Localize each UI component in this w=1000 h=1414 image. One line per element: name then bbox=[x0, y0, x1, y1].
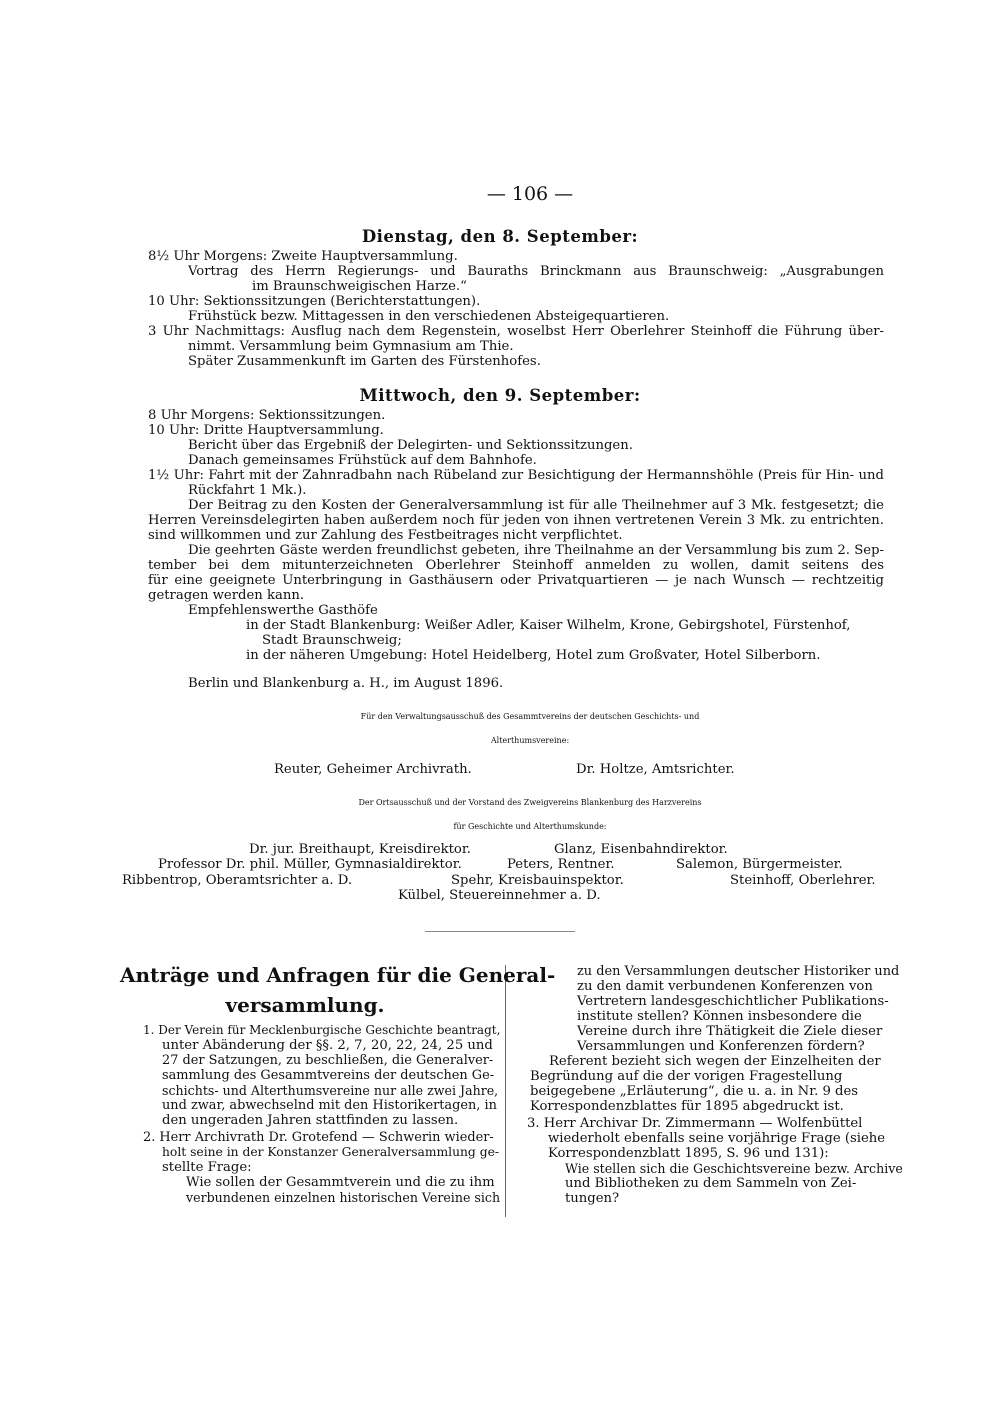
wednesday-line: tember bei dem mitunterzeichneten Oberlehrer Steinhoff anmelden zu wollen, damit seitens des bbox=[148, 558, 884, 573]
page-number: — 106 — bbox=[486, 183, 574, 205]
tuesday-line: Vortrag des Herrn Regierungs- und Bauraths Brinckmann aus Braunschweig: „Ausgrabungen bbox=[188, 264, 884, 279]
wednesday-line: in der Stadt Blankenburg: Weißer Adler, Kaiser Wilhelm, Krone, Gebirgshotel, Fürstenhof, bbox=[246, 618, 851, 633]
right-column-line: Versammlungen und Konferenzen fördern? bbox=[577, 1039, 865, 1054]
right-column-line: Vertretern landesgeschichtlicher Publikations- bbox=[577, 994, 889, 1009]
local-signature: Salemon, Bürgermeister. bbox=[676, 857, 843, 872]
wednesday-heading: Mittwoch, den 9. September: bbox=[359, 386, 641, 405]
committee-signature: Dr. Holtze, Amtsrichter. bbox=[576, 762, 735, 777]
section-heading: versammlung. bbox=[225, 993, 385, 1017]
wednesday-line: 10 Uhr: Dritte Hauptversammlung. bbox=[148, 423, 384, 438]
wednesday-line: Stadt Braunschweig; bbox=[262, 633, 402, 648]
right-column-line: 3. Herr Archivar Dr. Zimmermann — Wolfenbüttel bbox=[527, 1116, 863, 1131]
wednesday-line: für eine geeignete Unterbringung in Gasthäusern oder Privatquartieren — je nach Wunsch — rechtzeitig bbox=[148, 573, 884, 588]
local-signature: Glanz, Eisenbahndirektor. bbox=[554, 842, 728, 857]
right-column-line: tungen? bbox=[565, 1191, 620, 1206]
wednesday-line: 8 Uhr Morgens: Sektionssitzungen. bbox=[148, 408, 386, 423]
local-signature: Dr. jur. Breithaupt, Kreisdirektor. bbox=[249, 842, 471, 857]
wednesday-line: in der näheren Umgebung: Hotel Heidelberg, Hotel zum Großvater, Hotel Silberborn. bbox=[246, 648, 821, 663]
local-committee-line: für Geschichte und Alterthumskunde: bbox=[453, 822, 607, 831]
wednesday-line: Bericht über das Ergebniß der Delegirten- und Sektionssitzungen. bbox=[188, 438, 633, 453]
left-column-line: sammlung des Gesammtvereins der deutschen Ge- bbox=[162, 1068, 495, 1083]
committee-line: Alterthumsvereine: bbox=[490, 736, 570, 745]
right-column-line: beigegebene „Erläuterung“, die u. a. in Nr. 9 des bbox=[530, 1084, 859, 1099]
wednesday-line: Rückfahrt 1 Mk.). bbox=[188, 483, 307, 498]
section-heading: Anträge und Anfragen für die General- bbox=[120, 963, 556, 987]
tuesday-line: 3 Uhr Nachmittags: Ausflug nach dem Regenstein, woselbst Herr Oberlehrer Steinhoff die Führung über- bbox=[148, 324, 884, 339]
tuesday-line: 8½ Uhr Morgens: Zweite Hauptversammlung. bbox=[148, 249, 458, 264]
committee-signature: Reuter, Geheimer Archivrath. bbox=[274, 762, 472, 777]
right-column-line: zu den Versammlungen deutscher Historiker und bbox=[577, 964, 900, 979]
wednesday-line: Danach gemeinsames Frühstück auf dem Bahnhofe. bbox=[188, 453, 537, 468]
right-column-line: Korrespondenzblatt 1895, S. 96 und 131): bbox=[548, 1146, 829, 1161]
wednesday-line: Die geehrten Gäste werden freundlichst gebeten, ihre Theilnahme an der Versammlung bis zum 2. Sep- bbox=[188, 543, 884, 558]
local-signature: Spehr, Kreisbauinspektor. bbox=[451, 873, 624, 888]
wednesday-line: Empfehlenswerthe Gasthöfe bbox=[188, 603, 378, 618]
tuesday-heading: Dienstag, den 8. September: bbox=[361, 227, 639, 246]
wednesday-line: sind willkommen und zur Zahlung des Festbeitrages nicht verpflichtet. bbox=[148, 528, 623, 543]
wednesday-line: Herren Vereinsdelegirten haben außerdem noch für jeden von ihnen vertretenen Verein 3 Mk. zu entrichten. bbox=[148, 513, 884, 528]
right-column-line: Referent bezieht sich wegen der Einzelheiten der bbox=[549, 1054, 881, 1069]
tuesday-line: Später Zusammenkunft im Garten des Fürstenhofes. bbox=[188, 354, 541, 369]
right-column-line: Korrespondenzblattes für 1895 abgedruckt ist. bbox=[530, 1099, 844, 1114]
tuesday-line: nimmt. Versammlung beim Gymnasium am Thie. bbox=[188, 339, 514, 354]
left-column-line: 1. Der Verein für Mecklenburgische Geschichte beantragt, bbox=[143, 1023, 501, 1037]
left-column-line: schichts- und Alterthumsvereine nur alle zwei Jahre, bbox=[162, 1083, 499, 1098]
left-column-line: 27 der Satzungen, zu beschließen, die Generalver- bbox=[162, 1053, 494, 1068]
committee-line: Für den Verwaltungsausschuß des Gesammtvereins der deutschen Geschichts- und bbox=[360, 712, 700, 721]
wednesday-line: 1½ Uhr: Fahrt mit der Zahnradbahn nach Rübeland zur Besichtigung der Hermannshöhle (Preis für Hin- und bbox=[148, 468, 884, 483]
left-column-line: den ungeraden Jahren stattfinden zu lassen. bbox=[162, 1113, 459, 1128]
right-column-line: Begründung auf die der vorigen Fragestellung bbox=[530, 1069, 843, 1084]
local-signature: Steinhoff, Oberlehrer. bbox=[730, 873, 876, 888]
left-column-line: stellte Frage: bbox=[162, 1160, 252, 1175]
wednesday-line: Der Beitrag zu den Kosten der Generalversammlung ist für alle Theilnehmer auf 3 Mk. festgesetzt; die bbox=[188, 498, 884, 513]
right-column-line: und Bibliotheken zu dem Sammeln von Zei- bbox=[565, 1176, 857, 1191]
right-column-line: wiederholt ebenfalls seine vorjährige Frage (siehe bbox=[548, 1131, 886, 1146]
column-rule bbox=[505, 965, 506, 1217]
section-divider bbox=[425, 931, 575, 932]
local-committee-line: Der Ortsausschuß und der Vorstand des Zweigvereins Blankenburg des Harzvereins bbox=[358, 798, 702, 807]
right-column-line: zu den damit verbundenen Konferenzen von bbox=[577, 979, 873, 994]
tuesday-line: Frühstück bezw. Mittagessen in den verschiedenen Absteigequartieren. bbox=[188, 309, 670, 324]
left-column-line: unter Abänderung der §§. 2, 7, 20, 22, 24, 25 und bbox=[162, 1038, 493, 1053]
local-signature: Peters, Rentner. bbox=[507, 857, 615, 872]
left-column-line: holt seine in der Konstanzer Generalversammlung ge- bbox=[162, 1145, 500, 1159]
local-signature: Ribbentrop, Oberamtsrichter a. D. bbox=[122, 873, 353, 888]
local-signature: Külbel, Steuereinnehmer a. D. bbox=[398, 888, 601, 903]
left-column-line: und zwar, abwechselnd mit den Historikertagen, in bbox=[162, 1098, 497, 1113]
local-signature: Professor Dr. phil. Müller, Gymnasialdirektor. bbox=[158, 857, 462, 872]
left-column-line: 2. Herr Archivrath Dr. Grotefend — Schwerin wieder- bbox=[143, 1130, 494, 1145]
tuesday-line: 10 Uhr: Sektionssitzungen (Berichterstattungen). bbox=[148, 294, 481, 309]
left-column-line: verbundenen einzelnen historischen Vereine sich bbox=[186, 1190, 501, 1205]
left-column-line: Wie sollen der Gesammtverein und die zu ihm bbox=[186, 1175, 495, 1190]
tuesday-line: im Braunschweigischen Harze.“ bbox=[252, 279, 467, 294]
right-column-line: Vereine durch ihre Thätigkeit die Ziele dieser bbox=[577, 1024, 883, 1039]
right-column-line: Wie stellen sich die Geschichtsvereine bezw. Archive bbox=[565, 1161, 903, 1176]
right-column-line: institute stellen? Können insbesondere die bbox=[577, 1009, 862, 1024]
wednesday-line: getragen werden kann. bbox=[148, 588, 305, 603]
place-date: Berlin und Blankenburg a. H., im August 1896. bbox=[188, 676, 504, 691]
